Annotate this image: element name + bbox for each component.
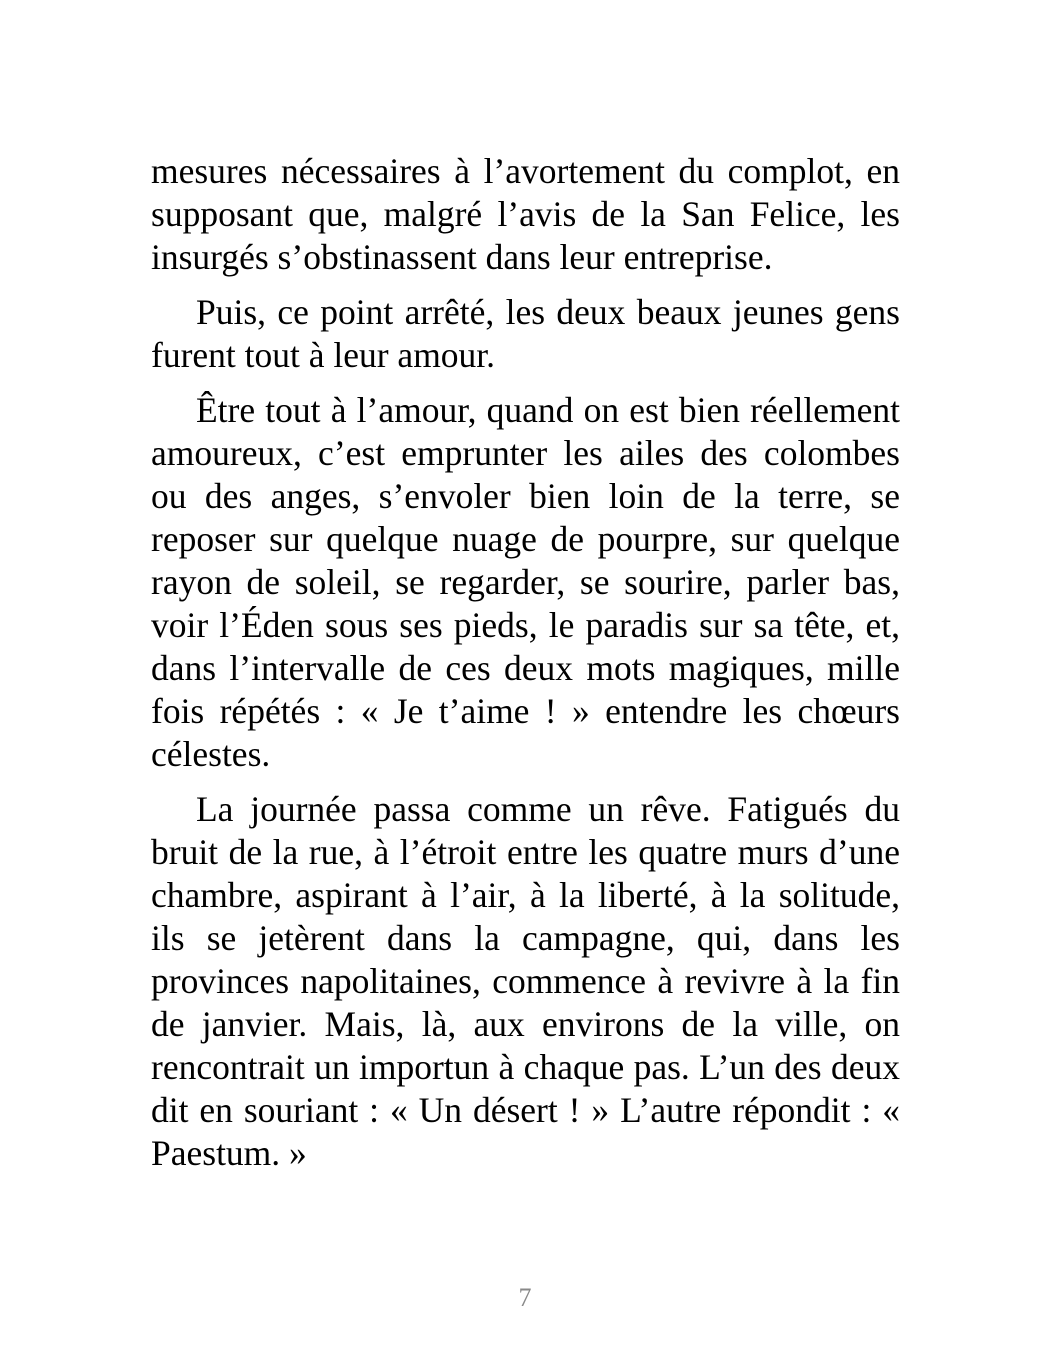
paragraph: Être tout à l’amour, quand on est bien réellement amoureux, c’est emprunter les ailes des colombes ou des anges, s’envoler bien loin de la terre, se reposer sur quelque nuage de pourpre, sur quelque rayon de soleil, se regarder, se sourire, parler bas, voir l’Éden sous ses pieds, le paradis sur sa tête, et, dans l’intervalle de ces deux mots magiques, mille fois répétés : « Je t’aime ! » entendre les chœurs célestes.	[151, 390, 900, 774]
page-number: 7	[518, 1283, 532, 1312]
paragraph-continuation: mesures nécessaires à l’avortement du complot, en supposant que, malgré l’avis de la San Felice, les insurgés s’obstinassent dans leur entreprise.	[151, 151, 900, 277]
body-text	[151, 150, 900, 1187]
paragraph: Puis, ce point arrêté, les deux beaux jeunes gens furent tout à leur amour.	[151, 292, 900, 375]
paragraph: La journée passa comme un rêve. Fatigués du bruit de la rue, à l’étroit entre les quatre murs d’une chambre, aspirant à l’air, à la liberté, à la solitude, ils se jetèrent dans la campagne, qui, dans les provinces napolitaines, commence à revivre à la fin de janvier. Mais, là, aux environs de la ville, on rencontrait un importun à chaque pas. L’un des deux dit en souriant : « Un désert ! » L’autre répondit : « Paestum. »	[151, 789, 900, 1173]
